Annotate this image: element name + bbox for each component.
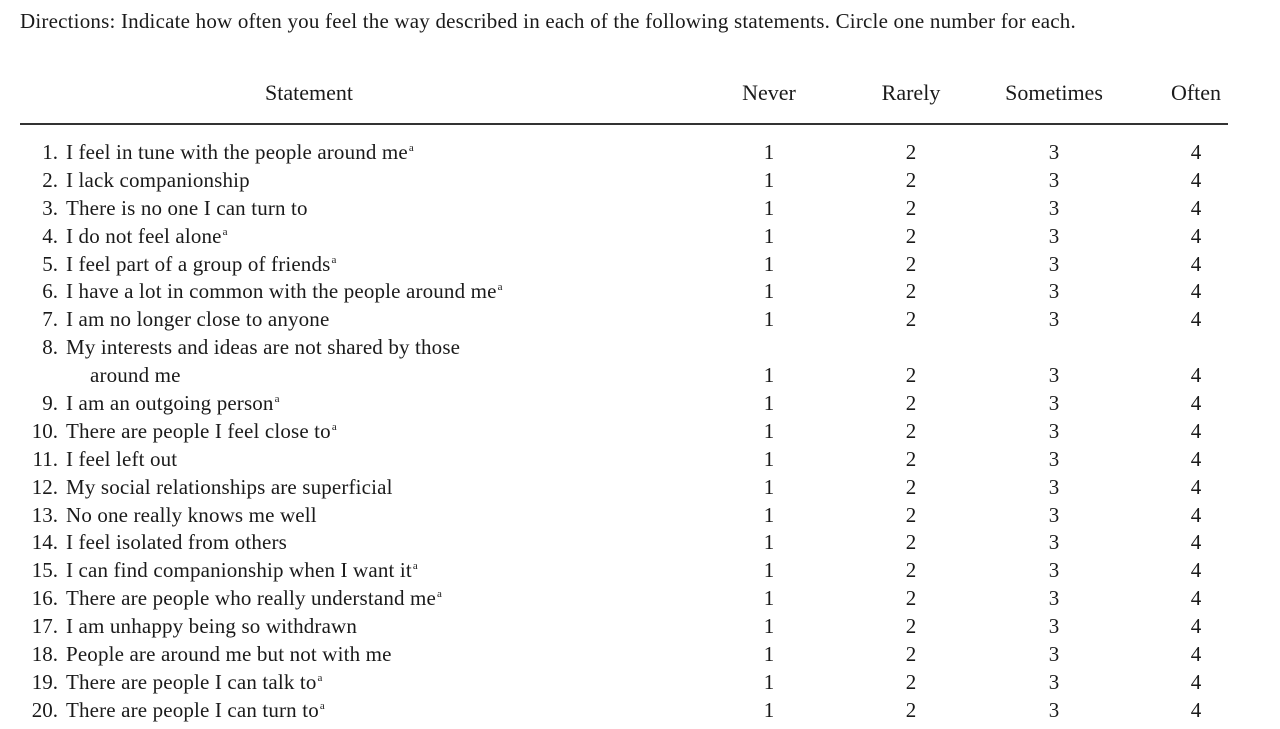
rating-never-option[interactable]: 1 <box>763 167 775 192</box>
table-row <box>0 447 1280 475</box>
rating-never-option[interactable]: 1 <box>763 502 775 527</box>
rating-often-option[interactable]: 4 <box>1190 418 1202 443</box>
statement-number: 8. <box>42 335 58 360</box>
rating-rarely-option[interactable]: 2 <box>905 697 917 722</box>
rating-never-option[interactable]: 1 <box>763 669 775 694</box>
table-row <box>0 698 1280 726</box>
header-sometimes: Sometimes <box>1005 80 1103 105</box>
statement-text: I can find companionship when I want $it^a$ <box>66 558 418 583</box>
table-row <box>0 391 1280 419</box>
rating-never-option[interactable]: 1 <box>763 195 775 220</box>
rating-sometimes-option[interactable]: 3 <box>1048 363 1060 388</box>
statement-number: 4. <box>42 223 58 248</box>
rating-never-option[interactable]: 1 <box>763 140 775 164</box>
statement-number: 15. <box>31 558 58 583</box>
rating-rarely-option[interactable]: 2 <box>905 669 917 694</box>
rating-never-option[interactable]: 1 <box>763 558 775 583</box>
footnote-marker: a <box>331 420 337 433</box>
rating-often-option[interactable]: 4 <box>1190 307 1202 332</box>
rating-sometimes-option[interactable]: 3 <box>1048 586 1060 611</box>
rating-rarely-option[interactable]: 2 <box>905 586 917 611</box>
statement-list <box>0 140 1280 726</box>
table-row <box>0 224 1280 252</box>
rating-often-option[interactable]: 4 <box>1190 167 1202 192</box>
rating-rarely-option[interactable]: 2 <box>905 223 917 248</box>
rating-rarely-option[interactable]: 2 <box>905 474 917 499</box>
statement-number: 18. <box>31 642 58 667</box>
table-row <box>0 307 1280 335</box>
table-row-continuation <box>0 363 1280 391</box>
rating-never-option[interactable]: 1 <box>763 223 775 248</box>
footnote-marker: a <box>497 281 503 294</box>
statement-text: My social relationships are superficial <box>66 474 393 499</box>
rating-often-option[interactable]: 4 <box>1190 669 1202 694</box>
rating-rarely-option[interactable]: 2 <box>905 307 917 332</box>
rating-sometimes-option[interactable]: 3 <box>1048 614 1060 639</box>
rating-never-option[interactable]: 1 <box>763 279 775 304</box>
rating-often-option[interactable]: 4 <box>1190 363 1202 388</box>
rating-sometimes-option[interactable]: 3 <box>1048 530 1060 555</box>
rating-often-option[interactable]: 4 <box>1190 223 1202 248</box>
rating-rarely-option[interactable]: 2 <box>905 502 917 527</box>
rating-never-option[interactable]: 1 <box>763 446 775 471</box>
statement-number: 10. <box>31 418 58 443</box>
rating-rarely-option[interactable]: 2 <box>905 614 917 639</box>
statement-number: 20. <box>31 697 58 722</box>
statement-text: There are people I feel close $to^a$ <box>66 418 337 443</box>
rating-never-option[interactable]: 1 <box>763 474 775 499</box>
statement-text-continuation: around me <box>90 363 181 388</box>
rating-often-option[interactable]: 4 <box>1190 446 1202 471</box>
footnote-marker: a <box>319 699 325 712</box>
rating-sometimes-option[interactable]: 3 <box>1048 307 1060 332</box>
header-rarely: Rarely <box>881 80 941 105</box>
statement-number: 2. <box>42 167 58 192</box>
header-divider <box>20 123 1228 125</box>
rating-often-option[interactable]: 4 <box>1190 251 1202 276</box>
statement-text: There are people I can turn $to^a$ <box>66 697 325 722</box>
statement-text: I do not feel alone$^a$ <box>66 223 228 248</box>
header-never: Never <box>742 80 796 105</box>
header-statement: Statement <box>265 80 353 105</box>
table-row <box>0 168 1280 196</box>
rating-never-option[interactable]: 1 <box>763 586 775 611</box>
rating-never-option[interactable]: 1 <box>763 530 775 555</box>
table-row <box>0 419 1280 447</box>
table-row <box>0 614 1280 642</box>
directions-text: Directions: Indicate how often you feel the way described in each of the following statements. Circle one number for each. <box>20 9 1076 33</box>
table-row <box>0 335 1280 363</box>
rating-rarely-option[interactable]: 2 <box>905 279 917 304</box>
rating-rarely-option[interactable]: 2 <box>905 446 917 471</box>
rating-sometimes-option[interactable]: 3 <box>1048 558 1060 583</box>
statement-text: I have a lot in common with the people around $me^a$ <box>66 279 503 304</box>
table-row <box>0 196 1280 224</box>
statement-text: I feel part of a group of friends$^a$ <box>66 251 337 276</box>
rating-never-option[interactable]: 1 <box>763 251 775 276</box>
rating-sometimes-option[interactable]: 3 <box>1048 251 1060 276</box>
rating-rarely-option[interactable]: 2 <box>905 251 917 276</box>
rating-never-option[interactable]: 1 <box>763 391 775 416</box>
rating-often-option[interactable]: 4 <box>1190 474 1202 499</box>
statement-number: 9. <box>42 391 58 416</box>
rating-rarely-option[interactable]: 2 <box>905 530 917 555</box>
statement-number: 13. <box>31 502 58 527</box>
rating-sometimes-option[interactable]: 3 <box>1048 446 1060 471</box>
statement-text: I lack companionship <box>66 167 250 192</box>
rating-sometimes-option[interactable]: 3 <box>1048 391 1060 416</box>
rating-rarely-option[interactable]: 2 <box>905 140 917 164</box>
statement-text: I feel left out <box>66 446 178 471</box>
statement-number: 1. <box>42 140 58 164</box>
rating-sometimes-option[interactable]: 3 <box>1048 697 1060 722</box>
statement-text: There is no one I can turn to <box>66 195 308 220</box>
footnote-marker: a <box>408 142 414 154</box>
statement-number: 12. <box>31 474 58 499</box>
statement-text: I am an outgoing person$^a$ <box>66 391 280 416</box>
footnote-marker: a <box>437 588 443 601</box>
table-header <box>0 80 1280 114</box>
rating-often-option[interactable]: 4 <box>1190 279 1202 304</box>
statement-number: 5. <box>42 251 58 276</box>
statement-text: I feel isolated from others <box>66 530 287 555</box>
rating-never-option[interactable]: 1 <box>763 363 775 388</box>
statement-number: 16. <box>31 586 58 611</box>
rating-rarely-option[interactable]: 2 <box>905 363 917 388</box>
rating-sometimes-option[interactable]: 3 <box>1048 167 1060 192</box>
rating-never-option[interactable]: 1 <box>763 642 775 667</box>
rating-often-option[interactable]: 4 <box>1190 391 1202 416</box>
rating-often-option[interactable]: 4 <box>1190 530 1202 555</box>
footnote-marker: a <box>331 253 337 266</box>
rating-never-option[interactable]: 1 <box>763 697 775 722</box>
table-row <box>0 586 1280 614</box>
table-row <box>0 642 1280 670</box>
rating-sometimes-option[interactable]: 3 <box>1048 669 1060 694</box>
rating-often-option[interactable]: 4 <box>1190 502 1202 527</box>
rating-rarely-option[interactable]: 2 <box>905 418 917 443</box>
rating-rarely-option[interactable]: 2 <box>905 195 917 220</box>
statement-text: My interests and ideas are not shared by those <box>66 335 461 360</box>
statement-text: There are people who really understand $me^a$ <box>66 586 443 611</box>
statement-number: 7. <box>42 307 58 332</box>
statement-number: 11. <box>32 446 58 471</box>
rating-sometimes-option[interactable]: 3 <box>1048 195 1060 220</box>
statement-text: No one really knows me well <box>66 502 317 527</box>
header-often: Often <box>1170 80 1222 105</box>
rating-often-option[interactable]: 4 <box>1190 614 1202 639</box>
statement-text: I am unhappy being so withdrawn <box>66 614 358 639</box>
rating-never-option[interactable]: 1 <box>763 418 775 443</box>
table-row <box>0 670 1280 698</box>
table-row <box>0 558 1280 586</box>
statement-number: 3. <box>42 195 58 220</box>
footnote-marker: a <box>274 393 280 406</box>
statement-text: There are people I can talk $to^a$ <box>66 669 323 694</box>
rating-sometimes-option[interactable]: 3 <box>1048 223 1060 248</box>
table-row <box>0 140 1280 168</box>
rating-often-option[interactable]: 4 <box>1190 697 1202 722</box>
statement-number: 19. <box>31 669 58 694</box>
footnote-marker: a <box>317 671 323 684</box>
statement-number: 14. <box>31 530 58 555</box>
rating-sometimes-option[interactable]: 3 <box>1048 418 1060 443</box>
rating-rarely-option[interactable]: 2 <box>905 391 917 416</box>
statement-number: 17. <box>31 614 58 639</box>
table-row <box>0 530 1280 558</box>
rating-rarely-option[interactable]: 2 <box>905 558 917 583</box>
rating-often-option[interactable]: 4 <box>1190 642 1202 667</box>
table-row <box>0 475 1280 503</box>
rating-often-option[interactable]: 4 <box>1190 558 1202 583</box>
rating-sometimes-option[interactable]: 3 <box>1048 140 1060 164</box>
table-row <box>0 503 1280 531</box>
rating-never-option[interactable]: 1 <box>763 307 775 332</box>
rating-never-option[interactable]: 1 <box>763 614 775 639</box>
rating-rarely-option[interactable]: 2 <box>905 642 917 667</box>
rating-often-option[interactable]: 4 <box>1190 586 1202 611</box>
rating-sometimes-option[interactable]: 3 <box>1048 642 1060 667</box>
table-row <box>0 279 1280 307</box>
rating-often-option[interactable]: 4 <box>1190 140 1202 164</box>
statement-text: People are around me but not with me <box>66 642 392 667</box>
rating-sometimes-option[interactable]: 3 <box>1048 279 1060 304</box>
rating-sometimes-option[interactable]: 3 <box>1048 502 1060 527</box>
footnote-marker: a <box>412 560 418 573</box>
footnote-marker: a <box>222 225 228 238</box>
statement-text: I feel in tune with the people around $me^a$ <box>66 140 414 164</box>
rating-rarely-option[interactable]: 2 <box>905 167 917 192</box>
rating-often-option[interactable]: 4 <box>1190 195 1202 220</box>
statement-text: I am no longer close to anyone <box>66 307 330 332</box>
table-row <box>0 252 1280 280</box>
rating-sometimes-option[interactable]: 3 <box>1048 474 1060 499</box>
statement-number: 6. <box>42 279 58 304</box>
